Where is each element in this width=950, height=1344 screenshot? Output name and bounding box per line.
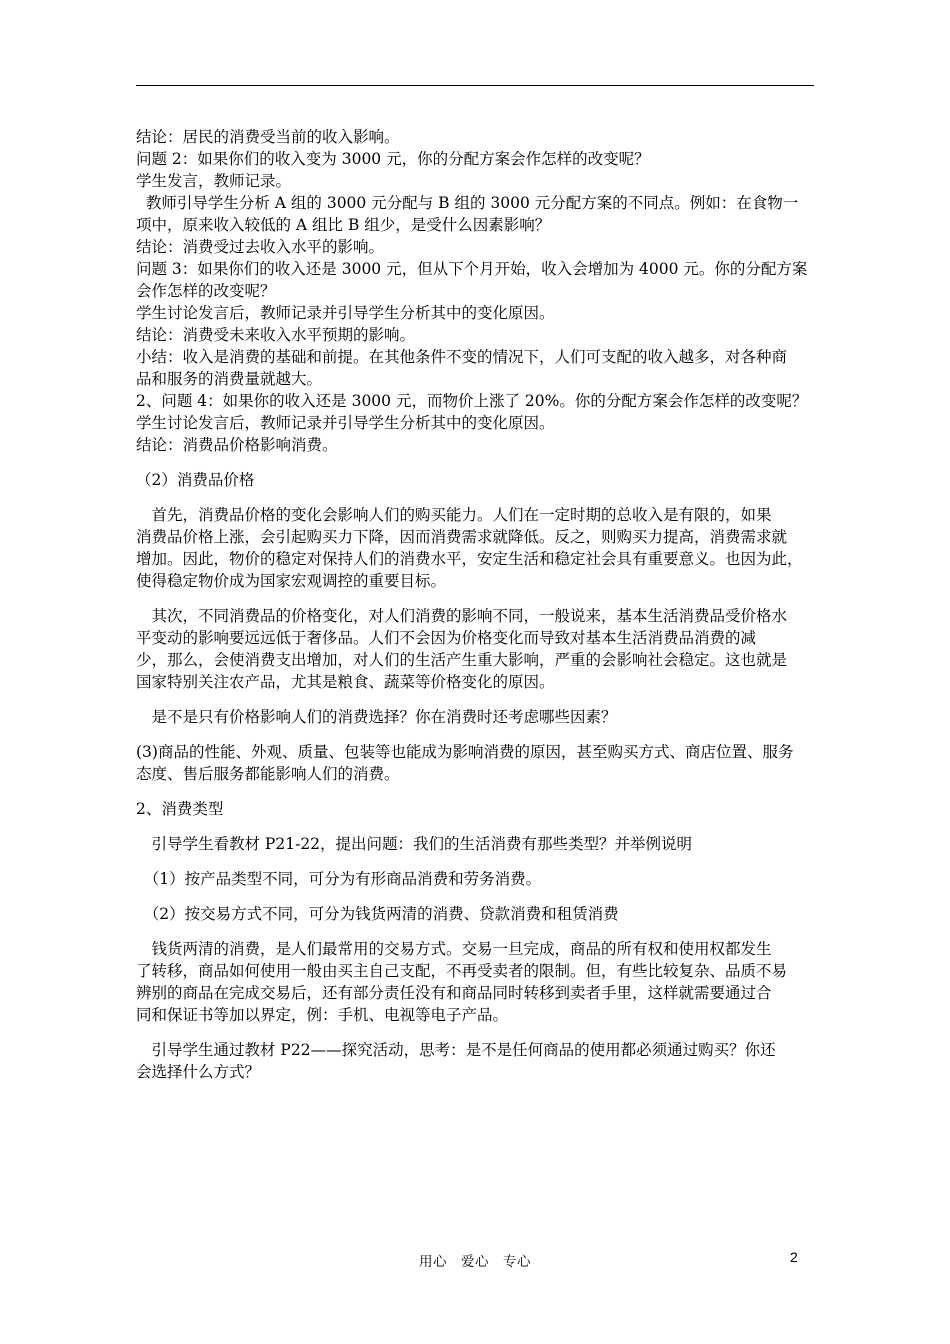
text-line: 态度、售后服务都能影响人们的消费。 xyxy=(136,765,400,783)
question-line: 是不是只有价格影响人们的消费选择？你在消费时还考虑哪些因素？ xyxy=(136,708,617,726)
text-line: 教师引导学生分析 A 组的 3000 元分配与 B 组的 3000 元分配方案的不同点。例如：在食物一 xyxy=(136,194,799,212)
paragraph xyxy=(136,1039,814,1083)
text-line: 学生讨论发言后，教师记录并引导学生分析其中的变化原因。 xyxy=(136,414,555,432)
paragraph xyxy=(136,504,814,592)
page-number: 2 xyxy=(790,1249,798,1265)
income-questions-block xyxy=(136,126,814,456)
text-line: 问题 2：如果你们的收入变为 3000 元，你的分配方案会作怎样的改变呢？ xyxy=(136,150,650,168)
text-line: 结论：消费受过去收入水平的影响。 xyxy=(136,238,385,256)
text-line: 平变动的影响要远远低于奢侈品。人们不会因为价格变化而导致对基本生活消费品消费的减 xyxy=(136,629,757,647)
section-heading: （2）消费品价格 xyxy=(136,471,255,489)
text-line: 其次，不同消费品的价格变化，对人们消费的影响不同，一般说来，基本生活消费品受价格水 xyxy=(136,607,788,625)
text-line: 钱货两清的消费，是人们最常用的交易方式。交易一旦完成，商品的所有权和使用权都发生 xyxy=(136,940,772,958)
text-line: 少，那么，会使消费支出增加，对人们的生活产生重大影响，严重的会影响社会稳定。这也就是 xyxy=(136,651,788,669)
footer-motto: 用心 爱心 专心 xyxy=(419,1254,531,1270)
text-line: 首先，消费品价格的变化会影响人们的购买能力。人们在一定时期的总收入是有限的，如果 xyxy=(136,506,772,524)
text-line: 项中，原来收入较低的 A 组比 B 组少，是受什么因素影响？ xyxy=(136,216,551,234)
header-rule xyxy=(136,85,814,86)
text-line: 结论：消费受未来收入水平预期的影响。 xyxy=(136,326,416,344)
text-line: 小结：收入是消费的基础和前提。在其他条件不变的情况下，人们可支配的收入越多，对各种商 xyxy=(136,348,788,366)
text-line: 问题 3：如果你们的收入还是 3000 元，但从下个月开始，收入会增加为 4000 元。你的分配方案 xyxy=(136,260,808,278)
paragraph xyxy=(136,605,814,693)
section-heading: 2、消费类型 xyxy=(136,800,224,818)
document-body xyxy=(136,126,814,1083)
text-line: 消费品价格上涨，会引起购买力下降，因而消费需求就降低。反之，则购买力提高，消费需求就 xyxy=(136,528,788,546)
text-line: 引导学生看教材 P21-22，提出问题：我们的生活消费有那些类型？并举例说明 xyxy=(136,835,693,853)
paragraph xyxy=(136,938,814,1026)
text-line: 结论：居民的消费受当前的收入影响。 xyxy=(136,128,400,146)
text-line: 学生发言，教师记录。 xyxy=(136,172,292,190)
list-item: （2）按交易方式不同，可分为钱货两清的消费、贷款消费和租赁消费 xyxy=(136,905,619,923)
paragraph xyxy=(136,741,814,785)
text-line: 同和保证书等加以界定，例：手机、电视等电子产品。 xyxy=(136,1006,509,1024)
text-line: 辨别的商品在完成交易后，还有部分责任没有和商品同时转移到卖者手里，这样就需要通过合 xyxy=(136,984,772,1002)
text-line: 会选择什么方式？ xyxy=(136,1063,261,1081)
text-line: 2、问题 4：如果你的收入还是 3000 元，而物价上涨了 20%。你的分配方案会作怎样的改变呢？ xyxy=(136,392,808,410)
text-line: 使得稳定物价成为国家宏观调控的重要目标。 xyxy=(136,572,447,590)
list-item: （1）按产品类型不同，可分为有形商品消费和劳务消费。 xyxy=(136,870,542,888)
text-line: 增加。因此，物价的稳定对保持人们的消费水平，安定生活和稳定社会具有重要意义。也因为此， xyxy=(136,550,803,568)
text-line: (3)商品的性能、外观、质量、包装等也能成为影响消费的原因，甚至购买方式、商店位置、服务 xyxy=(136,743,794,761)
text-line: 国家特别关注农产品，尤其是粮食、蔬菜等价格变化的原因。 xyxy=(136,673,555,691)
text-line: 结论：消费品价格影响消费。 xyxy=(136,436,338,454)
text-line: 会作怎样的改变呢？ xyxy=(136,282,276,300)
text-line: 引导学生通过教材 P22——探究活动，思考：是不是任何商品的使用都必须通过购买？你还 xyxy=(136,1041,776,1059)
text-line: 学生讨论发言后，教师记录并引导学生分析其中的变化原因。 xyxy=(136,304,555,322)
text-line: 了转移，商品如何使用一般由买主自己支配，不再受卖者的限制。但，有些比较复杂、品质不易 xyxy=(136,962,788,980)
text-line: 品和服务的消费量就越大。 xyxy=(136,370,323,388)
